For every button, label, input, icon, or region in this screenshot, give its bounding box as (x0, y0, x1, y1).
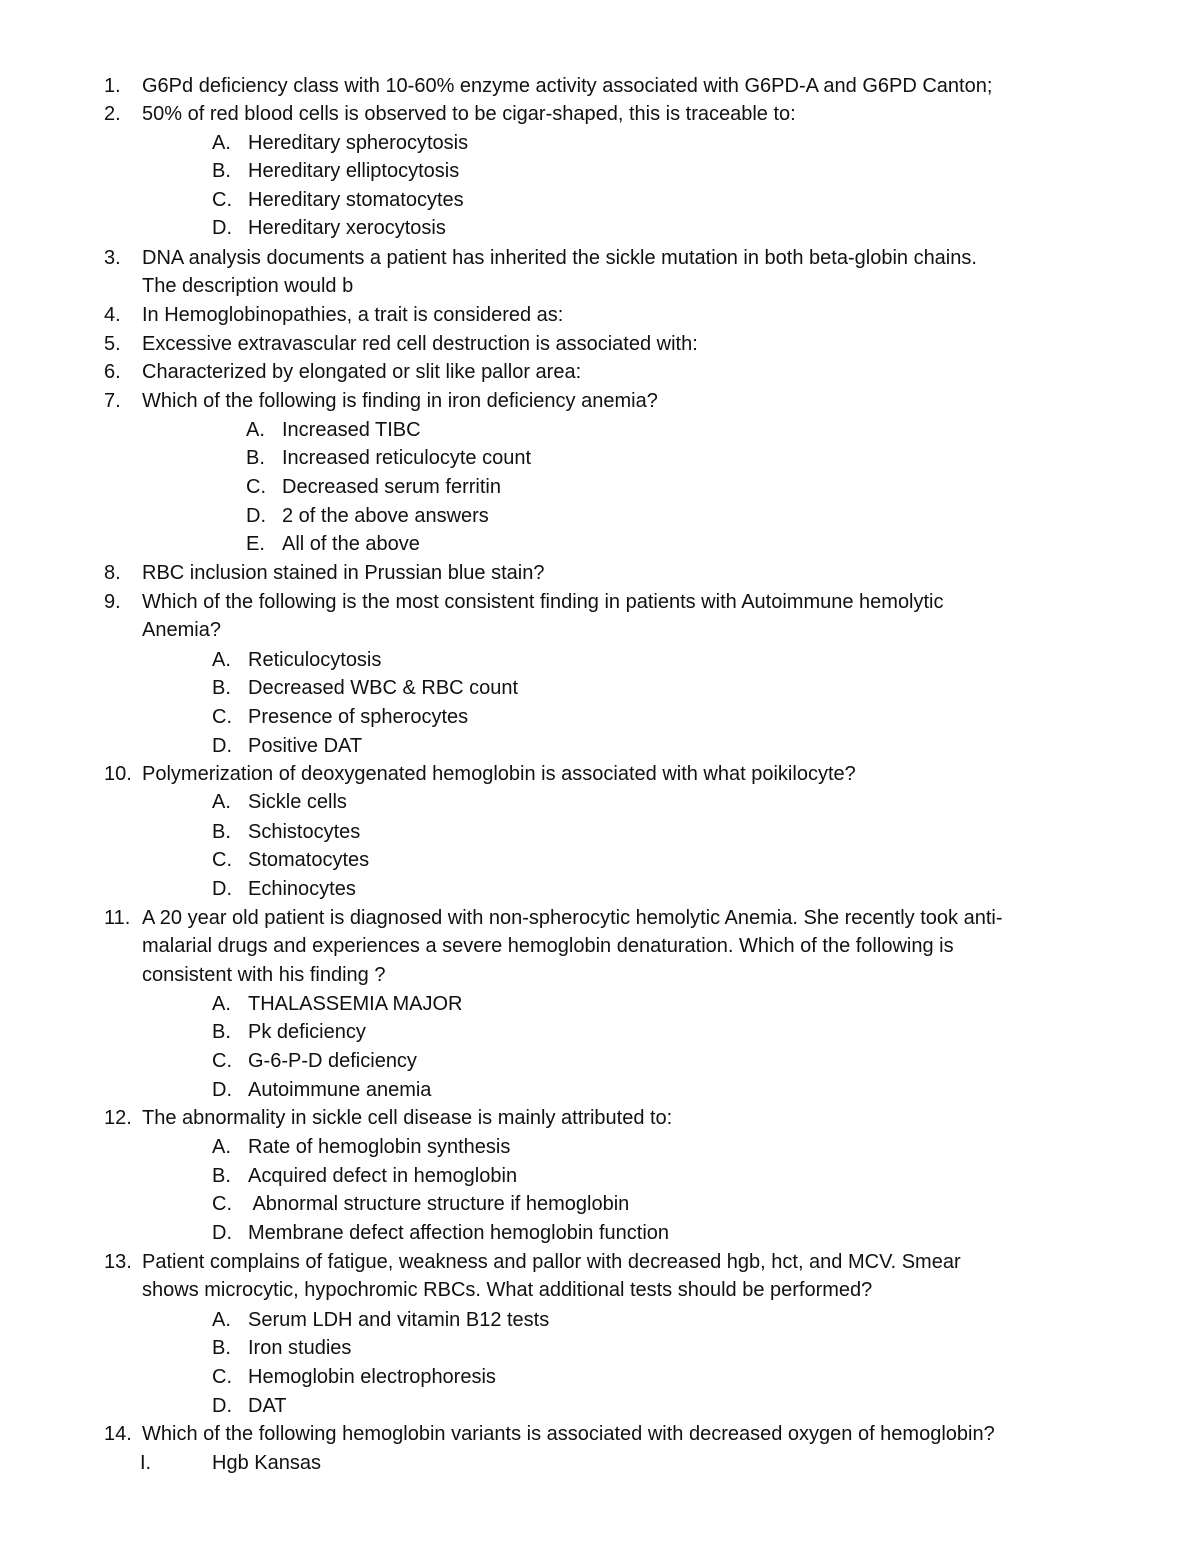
question-text: Anemia? (142, 619, 221, 641)
option: C. Abnormal structure structure if hemoglobin (212, 1193, 630, 1215)
question-number: 13. (104, 1251, 132, 1273)
option: D. DAT (212, 1395, 287, 1417)
option: C. Stomatocytes (212, 849, 370, 871)
question-text: RBC inclusion stained in Prussian blue stain? (142, 562, 545, 584)
question-number: 8. (104, 562, 121, 584)
question-text: consistent with his finding ? (142, 964, 386, 986)
question-text: The description would b (142, 275, 354, 297)
option: D. Hereditary xerocytosis (212, 217, 446, 239)
question-text: Which of the following is finding in iron deficiency anemia? (142, 390, 658, 412)
option: A. Serum LDH and vitamin B12 tests (212, 1309, 550, 1331)
option: C. G-6-P-D deficiency (212, 1050, 417, 1072)
question-text: DNA analysis documents a patient has inherited the sickle mutation in both beta-globin chains. (142, 247, 977, 269)
question-number: 1. (104, 75, 121, 97)
option: A. Rate of hemoglobin synthesis (212, 1136, 511, 1158)
question-number: 3. (104, 247, 121, 269)
question-text: Patient complains of fatigue, weakness and pallor with decreased hgb, hct, and MCV. Smear (142, 1251, 961, 1273)
option: A. Increased TIBC (246, 419, 421, 441)
question-text: Polymerization of deoxygenated hemoglobin is associated with what poikilocyte? (142, 763, 856, 785)
question-number: 7. (104, 390, 121, 412)
question-number: 6. (104, 361, 121, 383)
question-number: 10. (104, 763, 132, 785)
option: B. Acquired defect in hemoglobin (212, 1165, 518, 1187)
option: C. Hemoglobin electrophoresis (212, 1366, 496, 1388)
question-number: 4. (104, 304, 121, 326)
option: A. Sickle cells (212, 791, 347, 813)
question-text: Which of the following is the most consistent finding in patients with Autoimmune hemolytic (142, 591, 944, 613)
option: B. Schistocytes (212, 821, 361, 843)
question-text: Characterized by elongated or slit like pallor area: (142, 361, 582, 383)
option: B. Iron studies (212, 1337, 352, 1359)
option: E. All of the above (246, 533, 420, 555)
question-number: 12. (104, 1107, 132, 1129)
question-text: The abnormality in sickle cell disease is mainly attributed to: (142, 1107, 673, 1129)
question-text: malarial drugs and experiences a severe hemoglobin denaturation. Which of the following is (142, 935, 954, 957)
option: D. 2 of the above answers (246, 505, 489, 527)
question-number: 11. (104, 907, 131, 929)
option: C. Presence of spherocytes (212, 706, 469, 728)
option: B. Pk deficiency (212, 1021, 366, 1043)
question-text: Which of the following hemoglobin variants is associated with decreased oxygen of hemoglobin? (142, 1423, 995, 1445)
question-text: Excessive extravascular red cell destruction is associated with: (142, 333, 698, 355)
option: C. Decreased serum ferritin (246, 476, 501, 498)
option: D. Autoimmune anemia (212, 1079, 432, 1101)
question-number: 2. (104, 103, 121, 125)
option: A. THALASSEMIA MAJOR (212, 993, 463, 1015)
option: B. Decreased WBC & RBC count (212, 677, 519, 699)
roman-option-number: I. (140, 1452, 152, 1474)
option: B. Increased reticulocyte count (246, 447, 532, 469)
question-text: 50% of red blood cells is observed to be cigar-shaped, this is traceable to: (142, 103, 796, 125)
question-text: shows microcytic, hypochromic RBCs. What additional tests should be performed? (142, 1279, 873, 1301)
question-text: A 20 year old patient is diagnosed with non-spherocytic hemolytic Anemia. She recently took anti- (142, 907, 1003, 929)
question-number: 5. (104, 333, 121, 355)
option: B. Hereditary elliptocytosis (212, 160, 460, 182)
option: C. Hereditary stomatocytes (212, 189, 464, 211)
option: A. Reticulocytosis (212, 649, 382, 671)
question-text: G6Pd deficiency class with 10-60% enzyme activity associated with G6PD-A and G6PD Canton; (142, 75, 993, 97)
question-text: In Hemoglobinopathies, a trait is considered as: (142, 304, 564, 326)
option: D. Membrane defect affection hemoglobin function (212, 1222, 670, 1244)
question-number: 9. (104, 591, 121, 613)
option: D. Echinocytes (212, 878, 356, 900)
option: A. Hereditary spherocytosis (212, 132, 469, 154)
option: D. Positive DAT (212, 735, 363, 757)
question-number: 14. (104, 1423, 132, 1445)
roman-option-text: Hgb Kansas (212, 1452, 321, 1474)
